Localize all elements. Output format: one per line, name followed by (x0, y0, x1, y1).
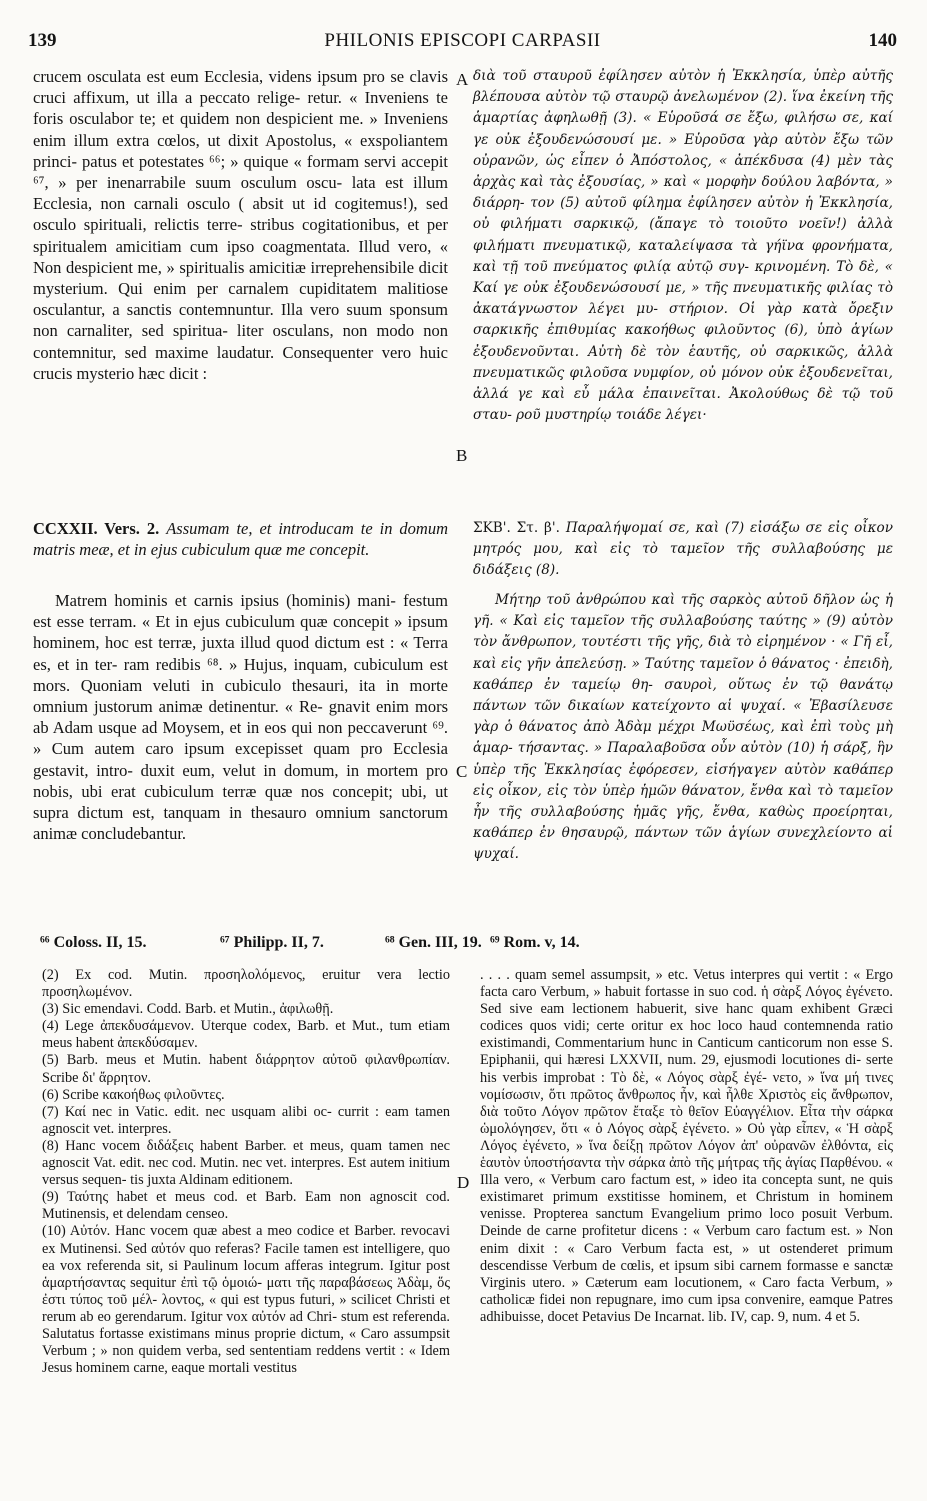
footnote: (10) Αὐτόν. Hanc vocem quæ abest a meo codice et Barber. revocavi ex Mutinensi. Sed αὐτόν quo referas? Facile tamen est intelligere, quo ea vox referenda sit, si Paulinum locum afferas integrum. Igitur post ἁμαρτήσαντας sequitur ἐπὶ τῷ ὁμοιώ- ματι τῆς παραβάσεως Ἀδὰμ, ὅς ἐστι τύπος τοῦ μέλ- λοντος, « qui est typus futuri, » scilicet Christi et rerum ab eo gerendarum. Igitur vox αὐτόν ad Chri- stum est referenda. Salutatus fortasse existimans minus proprie dictum, « Caro assumpsit Verbum ; » non quidem verba, sed sententiam reddens vertit : « Idem Jesus hominem carne, eaque mortali vestitus (42, 1223, 450, 1377)
footnote: (2) Ex cod. Mutin. προσηλολόμενος, eruitur vera lectio προσηλωμένον. (42, 967, 450, 1001)
latin-heading-block (33, 518, 448, 584)
greek-section-heading: ΣΚΒ'. Στ. β'. (473, 520, 560, 536)
latin-column-top (33, 66, 448, 504)
greek-paragraph-1: διὰ τοῦ σταυροῦ ἐφίλησεν αὐτὸν ἡ Ἐκκλησία, ὑπὲρ αὐτῆς βλέπουσα αὐτὸν τῷ σταυρῷ ἀνελωμένον (2). ἵνα ἐκείνη τῆς ἁμαρτίας ἀφηλωθῇ (3). « Εὑροῦσά σε ἔξω, φιλήσω σε, καί γε οὐκ ἐξουδενώσουσί με. » Εὑροῦσα γὰρ αὐτὸν ἔξω τῶν οὐρανῶν, ὡς εἶπεν ὁ Ἀπόστολος, « ἀπέκδυσα (4) μὲν τὰς ἀρχὰς καὶ τὰς ἐξουσίας, » καὶ « μορφὴν δούλου λαβόντα, » διάρρη- τον (5) αὐτοῦ φίλημα ἐφίλησεν αὐτὸν ἡ Ἐκκλησία, οὐ φιλήματι σαρκικῷ, (ἄπαγε τὸ τοιοῦτο νοεῖν!) ἀλλὰ φιλήματι πνευματικῷ, καταλείψασα τὰ γήϊνα φρονήματα, καὶ τῇ τοῦ πνεύματος φιλίᾳ αὐτῷ συγ- κρινομένη. Τὸ δὲ, « Καί γε οὐκ ἐξουδενώσουσί με, » τῆς πνευματικῆς φιλίας τὸ ἀκατάγνωστον λέγει μυ- στήριον. Οἱ γὰρ κατὰ ὄρεξιν σαρκικῆς ἐπιθυμίας κακοήθως φιλοῦντος (6), ὑπὸ ἁγίων ἐξουδενοῦνται. Αὐτὴ δὲ τὸν ἑαυτῆς, οὐ σαρκικῶς, ἀλλὰ πνευματικῶς φιλοῦσα νυμφίον, οὐ μόνον οὐκ ἐξουδενεῖται, ἀλλά γε καὶ εὖ μάλα ἐπαινεῖται. Ἀκολούθως δὲ τῷ τοῦ σταυ- ροῦ μυστηρίῳ τοιάδε λέγει· (473, 68, 893, 424)
footnotes-right (480, 967, 893, 1326)
reference-68: ⁶⁸ Gen. III, 19. (385, 934, 482, 951)
latin-paragraph-1: crucem osculata est eum Ecclesia, videns ipsum pro se clavis cruci affixum, ut illa a peccato relige- retur. « Inveniens te foris osculabor te; et quidem non despicient me. » Inveniens enim illum extra cœlos, ut dixit Apostolus, « exspoliantem princi- patus et potestates ⁶⁶; » quique « formam servi accepit ⁶⁷, » per inenarrabile suum osculum oscu- lata est illum Ecclesia, non carnali osculo ( absit ut id cogitemus!), sed osculo spirituali, relictis terre- stribus cogitationibus, et per spiritualem amicitiam cum ipso coagmentata. Illud vero, « Non despicient me, » spiritualis amicitiæ irreprehensibile dicit mysterium. Qui enim per carnalem cupiditatem malitiose osculantur, a sanctis contemnuntur. Illa vero suum sponsum non carnaliter, sed spiritua- liter osculans, non modo non contemnitur, sed maxime laudatur. Consequenter vero huic crucis mysterio hæc dicit : (33, 67, 448, 383)
greek-heading-block (473, 518, 893, 584)
running-title: PHILONIS EPISCOPI CARPASII (324, 30, 601, 51)
column-marker-b: B (456, 446, 468, 465)
page-header (28, 30, 897, 54)
footnote: (7) Καί nec in Vatic. edit. nec usquam alibi oc- currit : eam tamen agnoscit vet. interpres. (42, 1103, 450, 1137)
footnote: (9) Ταύτης habet et meus cod. et Barb. Eam non agnoscit cod. Mutinensis, et delendam censeo. (42, 1189, 450, 1223)
greek-section-verse: Παραλήψομαί σε, καὶ (7) εἰσάξω σε εἰς οἶκον μητρός μου, καὶ εἰς τὸ ταμεῖον τῆς συλλαβούσης με διδάξεις (8). (473, 520, 893, 579)
page-number-right: 140 (868, 30, 897, 51)
reference-66: ⁶⁶ Coloss. II, 15. (40, 934, 147, 951)
page-number-left: 139 (28, 30, 57, 51)
column-marker-c: C (456, 762, 468, 781)
footnote: (8) Hanc vocem διδάξεις habent Barber. et meus, quam tamen nec agnoscit Vat. edit. nec cod. Mutin. nec vet. interpres. Est autem initium versus sequen- tis juxta Aldinam editionem. (42, 1137, 450, 1189)
footnotes-left (42, 967, 450, 1377)
footnote-continuation: . . . . quam semel assumpsit, » etc. Vetus interpres qui vertit : « Ergo facta caro Verbum, » habuit fortasse in suo cod. ἡ σὰρξ Λόγος ἐγένετο. Sed sive eam lectionem habuerit, sive hanc quam exhibent Græci codices quos vidi; certe oritur ex hoc loco haud contemnenda ratio existimandi, Commentarium hunc in Canticum canticorum non esse S. Epiphanii, qui hæresi LXXVII, num. 29, ejusmodi locutiones di- serte his verbis improbat : Τὸ δὲ, « Λόγος σὰρξ ἐγέ- νετο, » ἵνα μή τινες νομίσωσιν, ὅτι πρῶτος ἄνθρωπος ἦν, καὶ ἦλθε Χριστὸς εἰς ἄνθρωπον, διὰ τοῦτο Λόγον πρῶτον ἔταξε τὸ θεῖον Εὐαγγέλιον. Εἶτα τὴν σάρκα ὡμολόγησεν, ὅτι « ὁ Λόγος σὰρξ ἐγένετο. » Οὐ γὰρ εἶπεν, « Ἡ σὰρξ Λόγος ἐγένετο, » ἵνα δείξῃ πρῶτον Λόγον ἀπ' οὐρανῶν ἐλθόντα, εἰς ἑαυτὸν ὑποστήσαντα τὴν σάρκα ἀπὸ τῆς μήτρας τῆς ἁγίας Παρθένου. « Illa vero, « Verbum caro factum est, » ideo ita concepta sunt, ne quis existimaret primum exstitisse hominem, et Christum in hominem venisse. Propterea sanctum Evangelium primo loco posuit Verbum. Deinde de carne profitetur dicens : « Verbum caro factum est. » Non enim dixit : « Caro Verbum facta est, » ut ostenderet primum descendisse Verbum de cœlis, et ipsum sibi carnem formasse e sanctæ Virginis utero. » Cæterum eam locutionem, « Caro facta Verbum, » catholicæ fidei non repugnare, imo cum ipsa convenire, eamque Patres adhibuisse, docet Petavius De Incarnat. lib. IV, cap. 9, num. 4 et 5. (480, 967, 893, 1325)
footnote: (6) Scribe κακοήθως φιλοῦντες. (42, 1086, 225, 1103)
footnote: (5) Barb. meus et Mutin. habent διάρρητον αὐτοῦ φιλανθρωπίαν. Scribe δι' ἄρρητον. (42, 1052, 450, 1086)
greek-column-top (473, 66, 893, 504)
footnote: (4) Lege ἀπεκδυσάμενον. Uterque codex, Barb. et Mut., tum etiam meus habent ἀπεκδύσαμεν. (42, 1018, 450, 1052)
latin-section-heading: CCXXII. Vers. 2. (33, 519, 160, 538)
column-marker-a: A (456, 70, 469, 89)
latin-column-bottom (33, 590, 448, 920)
greek-paragraph-2: Μήτηρ τοῦ ἀνθρώπου καὶ τῆς σαρκὸς αὐτοῦ δῆλον ὡς ἡ γῆ. « Καὶ εἰς ταμεῖον τῆς συλλαβούσης ταύτης » (9) αὐτὸν τὸν ἄνθρωπον, τουτέστι τῆς γῆς, διὰ τὸ εἰρημένον · « Γῆ εἶ, καὶ εἰς γῆν ἀπελεύσῃ. » Ταύτης ταμεῖον ὁ θάνατος · ἐπειδὴ, καθάπερ ἐν ταμείῳ θη- σαυροὶ, οὕτως ἐν τῷ θανάτῳ πάντων τῶν δικαίων κατείχοντο αἱ ψυχαί. « Ἐβασίλευσε γὰρ ὁ θάνατος ἀπὸ Ἀδὰμ μέχρι Μωϋσέως, καὶ ἐπὶ τοὺς μὴ ἁμαρ- τήσαντας. » Παραλαβοῦσα οὖν αὐτὸν (10) ἡ σάρξ, ἣν ὑπὲρ τῆς Ἐκκλησίας ἐφόρεσεν, εἰσήγαγεν αὐτὸν καθάπερ εἰς οἶκον, εἰς τὸν ὑπὲρ ἡμῶν θάνατον, ἔνθα καὶ τὸ ταμεῖον ἦν τῆς συλλαβούσης ἡμᾶς γῆς, ἔνθα, καθὼς προείρηται, καθάπερ ἐν θησαυρῷ, πάντων τῶν ἁγίων συνεχλείοντο αἱ ψυχαί. (473, 592, 893, 863)
latin-paragraph-2: Matrem hominis et carnis ipsius (hominis) mani- festum est esse terram. « Et in ejus cubiculum quæ concepit » ipsum hominem, hoc est terræ, juxta illud quod dictum est : « Terra es, et in ter- ram redibis ⁶⁸. » Hujus, inquam, cubiculum est mors. Quoniam veluti in cubiculo thesauri, ita in morte omnium justorum animæ detinentur. « Re- gnavit enim mors ab Adam usque ad Moysem, et in eos qui non peccaverunt ⁶⁹. » Cum autem caro ipsum excepisset quam pro Ecclesia gestavit, intro- duxit eum, velut in domum, in mortem pro nobis, ubi erat cubiculum terræ quæ nos concepit; ubi, ut supra dictum est, tanquam in thesauro omnium sanctorum animæ concludebantur. (33, 591, 448, 844)
latin-section-verse: Assumam te, et introducam te in domum matris meæ, et in ejus cubiculum quæ me concepit. (33, 519, 449, 560)
reference-69: ⁶⁹ Rom. v, 14. (490, 934, 580, 951)
column-marker-d: D (457, 1173, 470, 1192)
footnote: (3) Sic emendavi. Codd. Barb. et Mutin., ἀφιλωθῇ. (42, 1001, 334, 1018)
reference-67: ⁶⁷ Philipp. II, 7. (220, 934, 324, 951)
greek-column-bottom (473, 590, 893, 920)
